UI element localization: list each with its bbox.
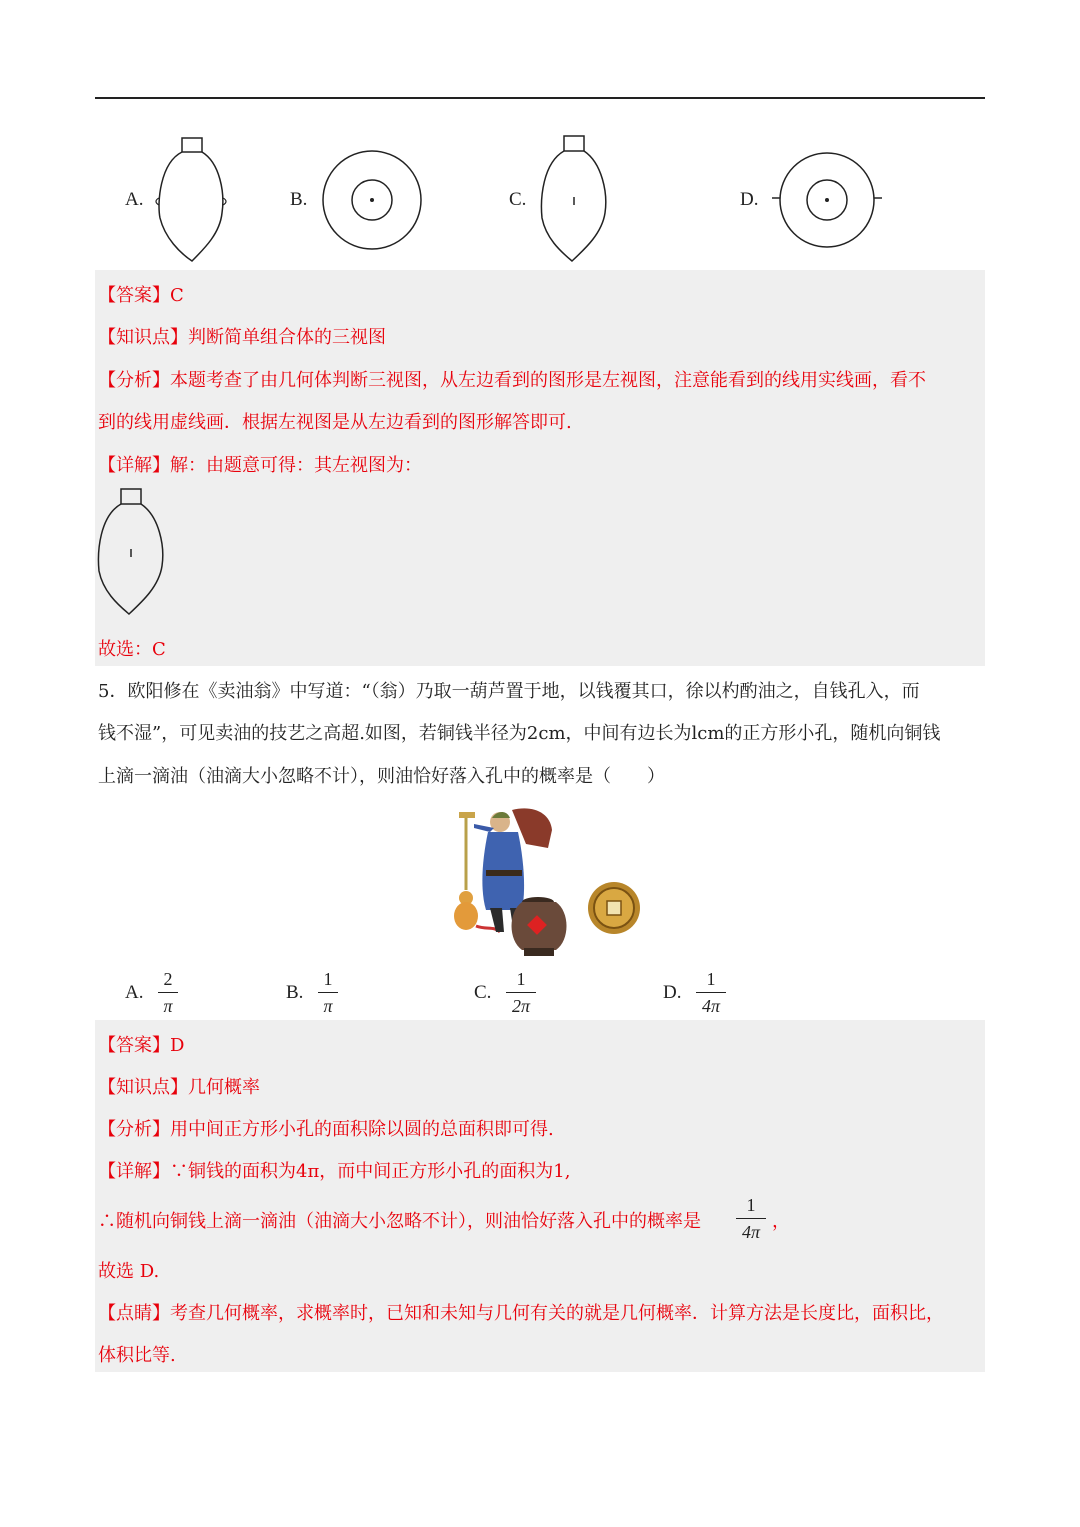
left-view-figure — [95, 486, 170, 618]
q5-stem-line-1: 5．欧阳修在《卖油翁》中写道：“（翁）乃取一葫芦置于地，以钱覆其口，徐以杓酌油之，自钱孔入，而 — [98, 681, 920, 702]
option-c-label: C. — [509, 189, 527, 210]
knowledge-text: 判断简单组合体的三视图 — [188, 327, 386, 348]
fraction-bar — [736, 1218, 766, 1219]
denominator: π — [323, 996, 333, 1016]
q5-option-c-fraction — [506, 968, 536, 1017]
q5-comment-line-2: 体积比等. — [98, 1345, 176, 1366]
q4-analysis-line-2: 到的线用虚线画．根据左视图是从左边看到的图形解答即可. — [98, 412, 572, 433]
fraction-bar — [696, 992, 726, 993]
detail-text: 解：由题意可得：其左视图为： — [170, 455, 422, 476]
detail-tag: 【详解】 — [98, 1161, 170, 1182]
q4-knowledge-line — [98, 323, 386, 349]
comment-tag: 【点睛】 — [98, 1303, 170, 1324]
q4-answer-line — [98, 281, 184, 307]
numerator: 1 — [516, 969, 526, 989]
analysis-tag: 【分析】 — [98, 370, 170, 391]
answer-tag: 【答案】 — [98, 1035, 170, 1056]
q5-knowledge-line — [98, 1073, 260, 1099]
q5-option-a-label: A. — [125, 982, 144, 1003]
q5-detail-line-1 — [98, 1157, 570, 1183]
option-d-label: D. — [740, 189, 759, 210]
answer-tag: 【答案】 — [98, 285, 170, 306]
q4-analysis-line-1 — [98, 366, 926, 392]
detail-text-1: ∵铜钱的面积为4π，而中间正方形小孔的面积为1, — [170, 1161, 571, 1182]
numerator: 1 — [706, 969, 716, 989]
q5-detail-comma: ， — [772, 1211, 790, 1232]
answer-value: C — [170, 285, 184, 306]
knowledge-tag: 【知识点】 — [98, 1077, 188, 1098]
option-a-figure — [155, 133, 235, 263]
option-d-figure — [770, 148, 884, 252]
q5-stem-line-2: 钱不湿”，可见卖油的技艺之高超.如图，若铜钱半径为2cm，中间有边长为lcm的正方形小孔，随机向铜钱 — [98, 723, 941, 744]
q5-comment-line-1 — [98, 1299, 944, 1325]
option-a-label: A. — [125, 189, 144, 210]
comment-text-1: 考查几何概率，求概率时，已知和未知与几何有关的就是几何概率．计算方法是长度比，面积比， — [170, 1303, 944, 1324]
option-b-figure — [320, 148, 424, 252]
knowledge-tag: 【知识点】 — [98, 327, 188, 348]
knowledge-text: 几何概率 — [188, 1077, 260, 1098]
q5-option-a-fraction — [158, 968, 178, 1017]
denominator: 4π — [741, 1222, 761, 1242]
q5-option-c-label: C. — [474, 982, 492, 1003]
numerator: 1 — [323, 969, 333, 989]
numerator: 2 — [163, 969, 173, 989]
fraction-bar — [318, 992, 338, 993]
q5-stem-line-3: 上滴一滴油（油滴大小忽略不计），则油恰好落入孔中的概率是（ ） — [98, 766, 665, 787]
q5-option-d-fraction — [696, 968, 726, 1017]
fraction-bar — [506, 992, 536, 993]
header-rule — [95, 97, 985, 99]
answer-value: D — [170, 1035, 185, 1056]
q5-analysis-line — [98, 1115, 554, 1141]
denominator: π — [163, 996, 173, 1016]
analysis-tag: 【分析】 — [98, 1119, 170, 1140]
q4-choose-line: 故选：C — [98, 639, 166, 660]
fraction-bar — [158, 992, 178, 993]
q5-detail-fraction — [736, 1194, 766, 1243]
option-c-figure — [538, 133, 613, 265]
analysis-text: 用中间正方形小孔的面积除以圆的总面积即可得. — [170, 1119, 554, 1140]
denominator: 4π — [701, 996, 721, 1016]
q4-detail-line — [98, 451, 422, 477]
q5-option-b-fraction — [318, 968, 338, 1017]
q5-option-d-label: D. — [663, 982, 682, 1003]
denominator: 2π — [511, 996, 531, 1016]
option-b-label: B. — [290, 189, 308, 210]
detail-tag: 【详解】 — [98, 455, 170, 476]
analysis-text-1: 本题考查了由几何体判断三视图，从左边看到的图形是左视图，注意能看到的线用实线画，看不 — [170, 370, 926, 391]
numerator: 1 — [746, 1195, 756, 1215]
oil-seller-illustration — [452, 800, 647, 960]
q5-choose-line: 故选 D. — [98, 1261, 160, 1282]
q5-answer-line — [98, 1031, 184, 1057]
q5-detail-line-2: ∴随机向铜钱上滴一滴油（油滴大小忽略不计），则油恰好落入孔中的概率是 — [98, 1211, 701, 1232]
q5-option-b-label: B. — [286, 982, 304, 1003]
